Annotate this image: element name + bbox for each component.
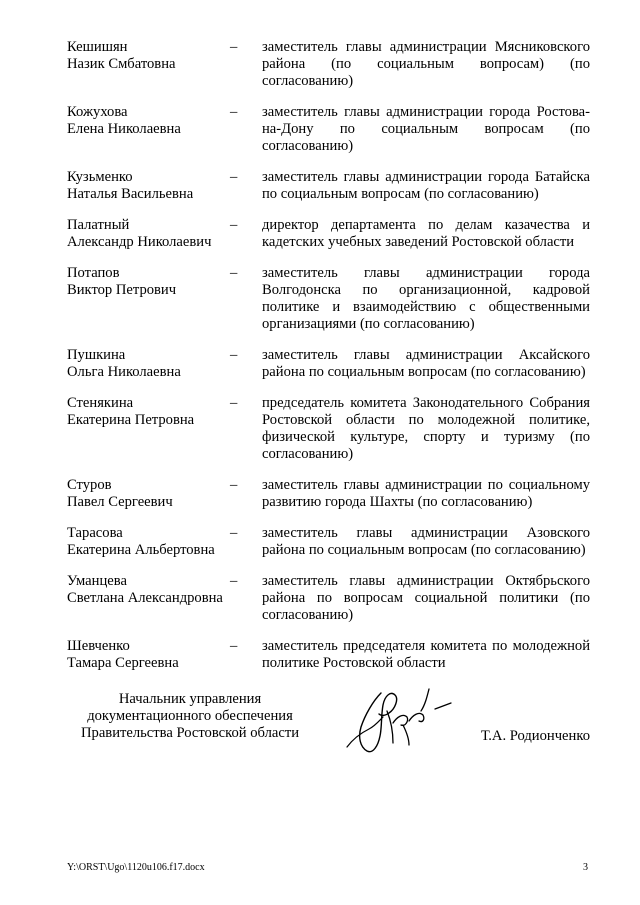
member-given-names: Виктор Петрович	[67, 282, 177, 298]
member-row	[67, 217, 590, 251]
member-given-names: Назик Смбатовна	[67, 56, 176, 72]
footer-file-path: Y:\ORST\Ugo\1120u106.f17.docx	[67, 862, 205, 873]
member-row	[67, 477, 590, 511]
member-role: заместитель главы администрации Октябрьского района по вопросам социальной политики (по согласованию)	[262, 573, 590, 623]
member-surname: Кожухова	[67, 104, 128, 120]
member-role: председатель комитета Законодательного Собрания Ростовской области по молодежной политике, физической культуре, спорту и туризму (по согласованию)	[262, 395, 590, 462]
member-surname: Стуров	[67, 477, 112, 493]
signature-block	[67, 691, 590, 761]
member-surname: Потапов	[67, 265, 120, 281]
member-row	[67, 169, 590, 203]
signer-name: Т.А. Родионченко	[480, 728, 590, 744]
member-surname: Кузьменко	[67, 169, 133, 185]
member-given-names: Светлана Александровна	[67, 590, 223, 606]
member-given-names: Екатерина Петровна	[67, 412, 195, 428]
signatory-title-line: документационного обеспечения	[87, 708, 293, 724]
member-dash: –	[230, 217, 238, 233]
member-row	[67, 573, 590, 624]
member-surname: Уманцева	[67, 573, 127, 589]
signatory-title-line: Правительства Ростовской области	[80, 725, 300, 741]
member-role: заместитель председателя комитета по молодежной политике Ростовской области	[262, 638, 590, 671]
member-given-names: Елена Николаевна	[67, 121, 181, 137]
member-role: заместитель главы администрации Азовского района по социальным вопросам (по согласованию)	[262, 525, 590, 558]
member-surname: Кешишян	[67, 39, 128, 55]
member-dash: –	[230, 395, 238, 411]
member-surname: Тарасова	[67, 525, 123, 541]
member-role: заместитель главы администрации города Батайска по социальным вопросам (по согласованию)	[262, 169, 590, 202]
member-surname: Стенякина	[67, 395, 134, 411]
member-role: заместитель главы администрации города Волгодонска по организационной, кадровой политике и взаимодействию с общественными организациями (по согласованию)	[262, 265, 590, 332]
member-list	[67, 39, 590, 686]
member-given-names: Екатерина Альбертовна	[67, 542, 215, 558]
member-role: заместитель главы администрации города Ростова-на-Дону по социальным вопросам (по согласованию)	[262, 104, 590, 154]
member-given-names: Ольга Николаевна	[67, 364, 181, 380]
member-given-names: Тамара Сергеевна	[67, 655, 179, 671]
member-row	[67, 395, 590, 463]
member-role: заместитель главы администрации по социальному развитию города Шахты (по согласованию)	[262, 477, 590, 510]
member-row	[67, 39, 590, 90]
member-row	[67, 638, 590, 672]
member-surname: Палатный	[67, 217, 130, 233]
member-dash: –	[230, 525, 238, 541]
signatory-title-line: Начальник управления	[118, 691, 262, 707]
member-dash: –	[230, 104, 238, 120]
member-dash: –	[230, 573, 238, 589]
member-role: заместитель главы администрации Аксайского района по социальным вопросам (по согласованию)	[262, 347, 590, 380]
member-dash: –	[230, 477, 238, 493]
member-dash: –	[230, 169, 238, 185]
member-dash: –	[230, 347, 238, 363]
member-dash: –	[230, 638, 238, 654]
member-role: директор департамента по делам казачества и кадетских учебных заведений Ростовской области	[262, 217, 590, 250]
member-dash: –	[230, 265, 238, 281]
member-dash: –	[230, 39, 238, 55]
page-number: 3	[583, 862, 588, 873]
member-role: заместитель главы администрации Мясниковского района (по социальным вопросам) (по согласованию)	[262, 39, 590, 89]
member-given-names: Павел Сергеевич	[67, 494, 173, 510]
signatory-title	[67, 691, 313, 742]
member-given-names: Александр Николаевич	[67, 234, 212, 250]
member-given-names: Наталья Васильевна	[67, 186, 194, 202]
member-row	[67, 347, 590, 381]
member-surname: Пушкина	[67, 347, 126, 363]
member-surname: Шевченко	[67, 638, 130, 654]
member-row	[67, 104, 590, 155]
handwritten-signature-icon	[343, 681, 463, 761]
member-row	[67, 525, 590, 559]
member-row	[67, 265, 590, 333]
